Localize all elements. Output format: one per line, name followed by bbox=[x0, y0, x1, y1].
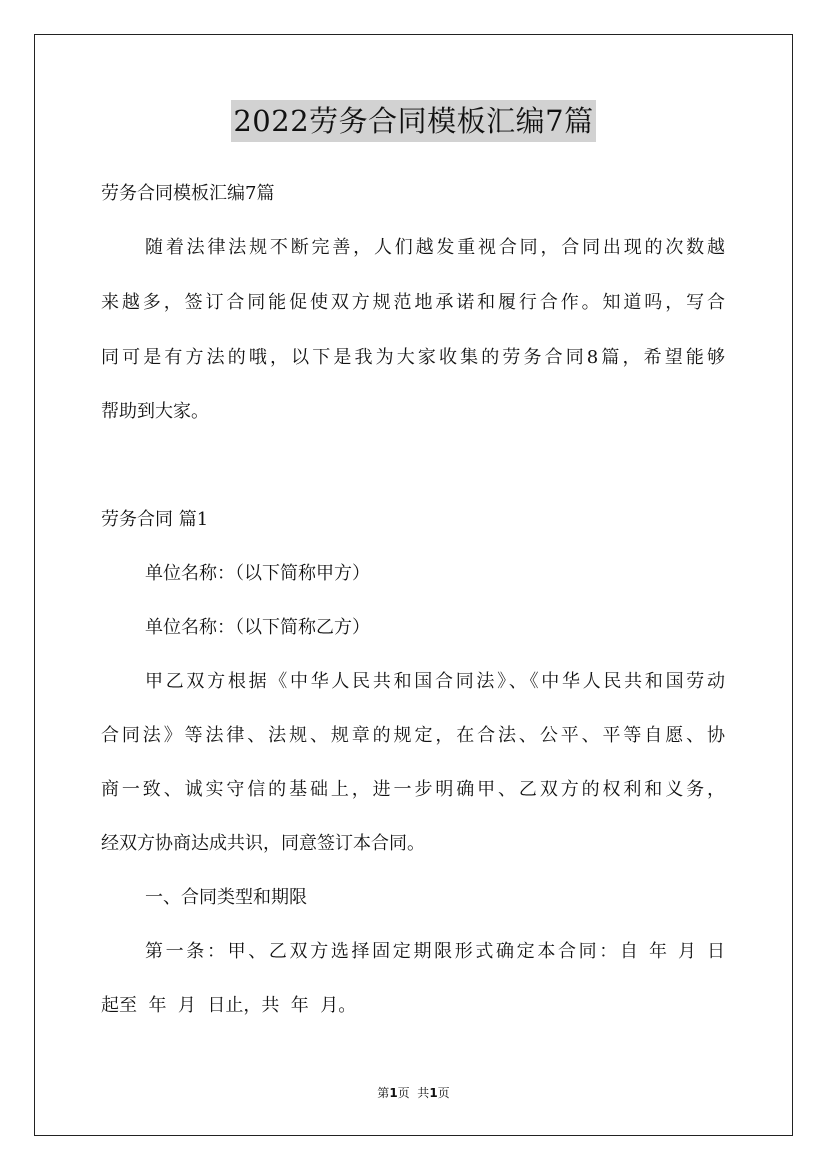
party-b-line: 单位名称：（以下简称乙方） bbox=[145, 617, 370, 638]
basis-line: 商一致、诚实守信的基础上，进一步明确甲、乙双方的权利和义务， bbox=[101, 779, 725, 800]
intro-line: 帮助到大家。 bbox=[101, 401, 209, 422]
clause-line: 起至 年 月 日止，共 年 月。 bbox=[101, 995, 357, 1016]
basis-line: 合同法》等法律、法规、规章的规定，在合法、公平、平等自愿、协 bbox=[101, 725, 725, 746]
document-title: 2022劳务合同模板汇编7篇 bbox=[231, 100, 595, 142]
clause-line: 第一条：甲、乙双方选择固定期限形式确定本合同：自 年 月 日 bbox=[145, 941, 725, 962]
intro-line: 同可是有方法的哦，以下是我为大家收集的劳务合同8篇，希望能够 bbox=[101, 347, 725, 368]
basis-line: 甲乙双方根据《中华人民共和国合同法》、《中华人民共和国劳动 bbox=[145, 671, 725, 692]
page-footer bbox=[0, 1085, 827, 1101]
footer-page-prefix: 第 bbox=[377, 1086, 390, 1100]
title-wrapper bbox=[0, 100, 827, 142]
footer-page-total: 1 bbox=[429, 1086, 438, 1100]
footer-page-mid: 页 共 bbox=[397, 1086, 430, 1100]
footer-page-current: 1 bbox=[389, 1086, 398, 1100]
party-a-line: 单位名称：（以下简称甲方） bbox=[145, 563, 370, 584]
document-subtitle: 劳务合同模板汇编7篇 bbox=[101, 183, 275, 204]
basis-line: 经双方协商达成共识，同意签订本合同。 bbox=[101, 833, 425, 854]
clause-heading: 一、合同类型和期限 bbox=[145, 887, 307, 908]
footer-page-suffix: 页 bbox=[437, 1086, 450, 1100]
intro-line: 来越多，签订合同能促使双方规范地承诺和履行合作。知道吗，写合 bbox=[101, 292, 725, 313]
intro-line: 随着法律法规不断完善，人们越发重视合同，合同出现的次数越 bbox=[145, 237, 725, 258]
section-heading: 劳务合同 篇1 bbox=[101, 509, 209, 530]
